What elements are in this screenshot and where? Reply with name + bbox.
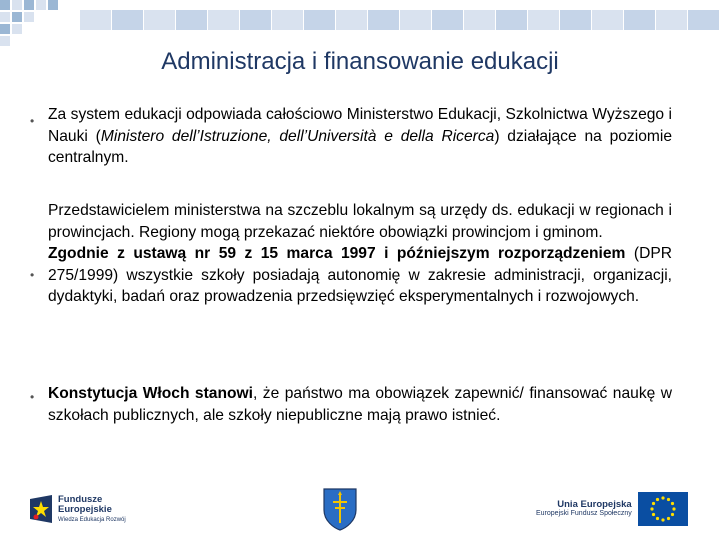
bullet-marker: • <box>30 390 35 404</box>
slide-title: Administracja i finansowanie edukacji <box>161 48 559 75</box>
law-reference: Zgodnie z ustawą nr 59 z 15 marca 1997 i późniejszym rozporządzeniem <box>48 245 626 262</box>
european-funds-star-icon <box>28 493 54 525</box>
ministry-text-end: ) działające na poziomie centralnym. <box>48 127 672 166</box>
bullet-marker: • <box>30 268 35 282</box>
fe-logo-line2: Europejskie <box>58 503 112 515</box>
autonomy-text: (DPR 275/1999) wszystkie szkoły posiadają autonomię w zakresie administracji, organizacji, dydaktyki, badań oraz prowadzenia przedsięwzięć eksperymentalnych i rozwojowych. <box>48 245 673 305</box>
header-band <box>80 10 720 30</box>
eu-flag-icon <box>638 492 688 526</box>
fe-logo-line3: Wiedza Edukacja Rozwój <box>58 516 126 523</box>
logo-unia-europejska <box>536 486 700 532</box>
paragraph-autonomy <box>48 200 672 308</box>
paragraph-ministry <box>48 104 672 169</box>
constitution-text: , że państwo ma obowiązek zapewnić/ finansować naukę w szkołach publicznych, ale szkoły niepubliczne mają prawo istnieć. <box>48 385 673 424</box>
ministry-italian-name: Ministero dell’Istruzione, dell’Università e della Ricerca <box>100 127 495 145</box>
eu-logo-line1: Unia Europejska <box>557 498 632 510</box>
ministry-text: Za system edukacji odpowiada całościowo Ministerstwo Edukacji, Szkolnictwa Wyższego i Nauki ( <box>48 106 672 145</box>
eu-logo-line2: Europejski Fundusz Społeczny <box>536 510 632 518</box>
bullet-marker: • <box>30 114 35 128</box>
coat-of-arms-icon <box>318 486 362 532</box>
logo-fundusze-europejskie <box>28 486 148 532</box>
constitution-reference: Konstytucja Włoch stanowi <box>48 385 253 402</box>
fe-logo-line1: Fundusze <box>58 493 103 505</box>
paragraph-constitution <box>48 383 672 426</box>
regional-offices-text: Przedstawicielem ministerstwa na szczeblu lokalnym są urzędy ds. edukacji w regionach i prowincjach. Regiony mogą przekazać niektóre obowiązki prowincjom i gminom. <box>48 202 672 241</box>
